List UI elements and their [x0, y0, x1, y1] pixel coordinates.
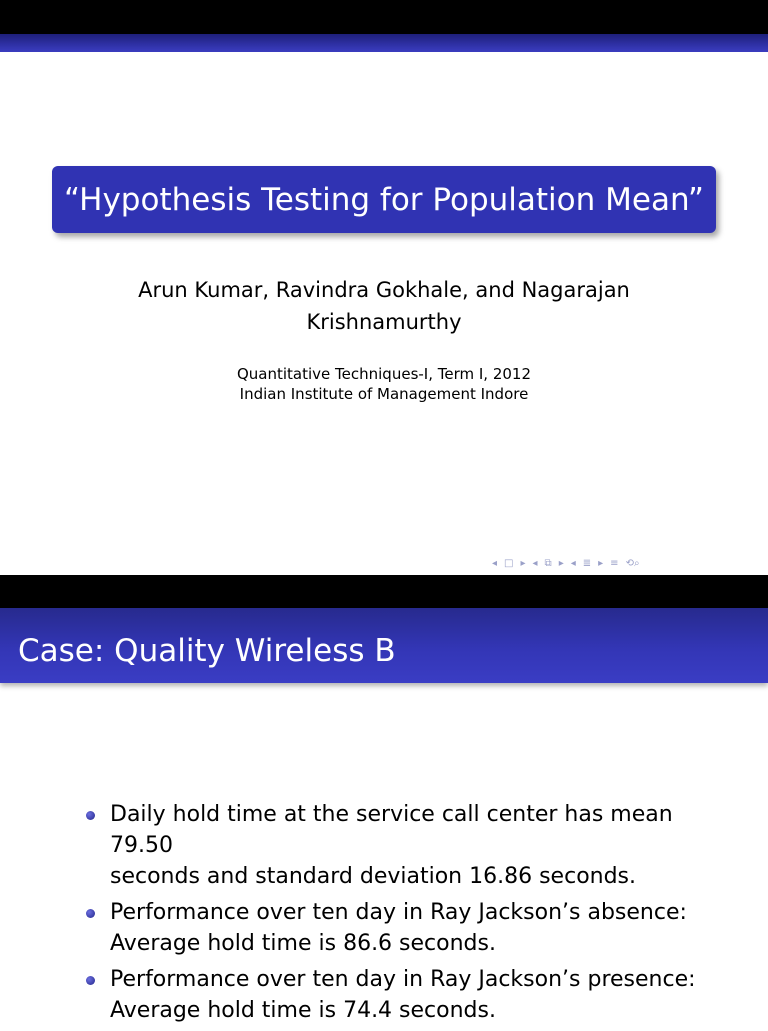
frame-title-bar — [0, 608, 768, 683]
nav-prev-subsection-icon[interactable]: ◂ — [570, 557, 576, 569]
bullet-list — [84, 799, 724, 1031]
nav-next-subsection-icon[interactable]: ▸ — [598, 557, 604, 569]
nav-prev-slide-icon[interactable]: ◂ — [492, 557, 498, 569]
bullet-line: Performance over ten day in Ray Jackson’s presence: — [110, 967, 696, 992]
list-item — [84, 964, 724, 1026]
bullet-line: Performance over ten day in Ray Jackson’s absence: — [110, 900, 687, 925]
nav-subsection-icon[interactable]: ≣ — [582, 557, 592, 569]
presentation-title: “Hypothesis Testing for Population Mean” — [64, 181, 704, 218]
nav-prev-section-icon[interactable]: ◂ — [532, 557, 538, 569]
authors-line-1: Arun Kumar, Ravindra Gokhale, and Nagarajan — [138, 278, 630, 302]
nav-next-section-icon[interactable]: ▸ — [558, 557, 564, 569]
bullet-line: seconds and standard deviation 16.86 seconds. — [110, 864, 637, 889]
frame-title: Case: Quality Wireless B — [18, 633, 396, 669]
nav-section-icon[interactable]: ⧉ — [544, 557, 552, 569]
bullet-line: Daily hold time at the service call center has mean 79.50 — [110, 802, 673, 858]
nav-align-icon[interactable]: ≡ — [610, 557, 619, 569]
case-slide — [0, 575, 768, 1024]
bullet-icon — [86, 976, 95, 985]
institute-label: Indian Institute of Management Indore — [239, 385, 529, 403]
list-item — [84, 799, 724, 892]
header-blue-bar — [0, 34, 768, 52]
beamer-navigation[interactable] — [492, 556, 764, 570]
nav-search-icon[interactable]: ⟲⌕ — [625, 557, 640, 569]
bullet-icon — [86, 909, 95, 918]
frame-black-bar — [0, 575, 768, 608]
authors — [100, 274, 668, 338]
authors-line-2: Krishnamurthy — [306, 310, 462, 334]
header-black-bar — [0, 0, 768, 34]
list-item — [84, 897, 724, 959]
bullet-icon — [86, 811, 95, 820]
nav-frame-icon[interactable]: □ — [504, 557, 514, 569]
course-label: Quantitative Techniques-I, Term I, 2012 — [236, 365, 532, 383]
institute-block — [100, 364, 668, 404]
bullet-line: Average hold time is 86.6 seconds. — [110, 931, 496, 956]
title-box — [52, 166, 716, 233]
nav-next-slide-icon[interactable]: ▸ — [520, 557, 526, 569]
bullet-line: Average hold time is 74.4 seconds. — [110, 998, 496, 1023]
